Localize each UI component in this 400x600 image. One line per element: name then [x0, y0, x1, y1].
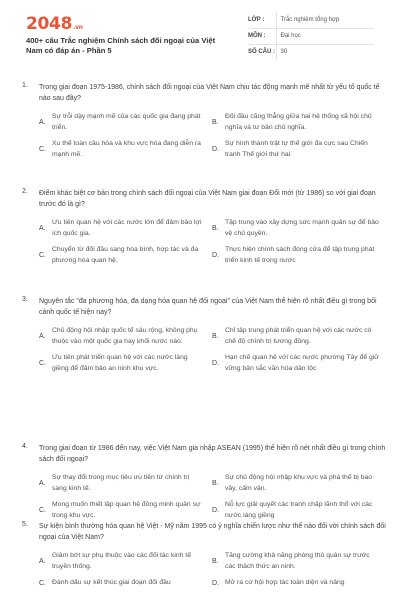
option-text: Sự trỗi dậy mạnh mẽ của các quốc gia đang phát triển.: [52, 113, 201, 131]
option-letter: B.: [212, 480, 219, 487]
option-letter: D.: [212, 579, 219, 587]
answer-option-a[interactable]: [39, 112, 212, 133]
answer-option-d[interactable]: [212, 500, 388, 521]
option-letter: C.: [39, 146, 46, 153]
option-text: Hạn chế quan hệ với các nước phương Tây để giữ vững bản sắc văn hóa dân tộc: [225, 354, 379, 372]
option-text: Sự hình thành trật tự thế giới đa cực sau Chiến tranh Thế giới thứ hai: [225, 140, 368, 158]
option-letter: A.: [39, 558, 46, 565]
option-text: Chuyển từ đối đầu sang hòa bình, hợp tác và đa phương hóa quan hệ.: [52, 246, 199, 264]
option-text: Sự thay đổi trong mục tiêu ưu tiên từ chính trị sang kinh tế.: [52, 474, 190, 492]
answer-option-a[interactable]: [39, 218, 212, 239]
option-text: Xu thế toàn cầu hóa và khu vực hóa đang diễn ra mạnh mẽ.: [52, 140, 201, 158]
question-number: 2.: [22, 188, 28, 195]
question-item: [0, 443, 400, 521]
option-letter: A.: [39, 119, 46, 126]
answer-option-b[interactable]: [212, 473, 388, 494]
option-letter: A.: [39, 480, 46, 487]
answer-option-c[interactable]: [39, 500, 212, 521]
option-text: Tập trung vào xây dựng sức mạnh quân sự để bảo vệ chủ quyền.: [225, 219, 379, 237]
option-letter: D.: [212, 252, 219, 259]
option-text: Chỉ tập trung phát triển quan hệ với các nước có chế độ chính trị tương đồng.: [225, 327, 372, 345]
answer-option-d[interactable]: [212, 353, 388, 374]
answer-options: [39, 326, 388, 374]
answer-option-c[interactable]: [39, 578, 212, 589]
answer-option-b[interactable]: [212, 551, 388, 572]
answer-option-c[interactable]: [39, 139, 212, 160]
option-text: Giảm bớt sự phụ thuộc vào các đối tác kinh tế truyền thống.: [52, 552, 191, 570]
answer-option-b[interactable]: [212, 326, 388, 347]
question-item: [0, 521, 400, 589]
option-letter: B.: [212, 333, 219, 340]
option-letter: B.: [212, 558, 219, 565]
meta-key: MÔN :: [248, 28, 276, 44]
option-letter: C.: [39, 360, 46, 367]
answer-options: [39, 551, 388, 589]
meta-value: Trắc nghiệm tổng hợp: [276, 12, 374, 28]
option-letter: B.: [212, 225, 219, 232]
document-header: [0, 0, 400, 76]
logo-tld: .vn: [73, 24, 83, 31]
option-text: Chủ động hội nhập quốc tế sâu rộng, không phụ thuộc vào một quốc gia hay khối nước nào.: [52, 327, 198, 345]
option-text: Ưu tiên phát triển quan hệ với các nước láng giềng để đảm bảo an ninh khu vực.: [52, 354, 188, 372]
answer-options: [39, 112, 388, 160]
option-text: Nỗ lực giải quyết các tranh chấp lãnh thổ với các nước láng giềng: [225, 501, 373, 519]
answer-option-b[interactable]: [212, 218, 388, 239]
meta-row-count: [248, 44, 374, 60]
question-number: 1.: [22, 82, 28, 89]
option-letter: C.: [39, 579, 46, 587]
meta-value: 30: [276, 44, 374, 60]
option-text: Tăng cường khả năng phòng thủ quân sự trước các thách thức an ninh.: [225, 552, 370, 570]
question-item: [0, 296, 400, 374]
meta-key: LỚP :: [248, 12, 276, 28]
answer-option-c[interactable]: [39, 245, 212, 266]
logo-text: 2048: [26, 14, 73, 34]
option-letter: D.: [212, 146, 219, 153]
question-number: 4.: [22, 443, 28, 450]
option-text: Ưu tiên quan hệ với các nước lớn để đảm bảo lợi ích quốc gia.: [52, 219, 202, 237]
question-text: Trong giai đoạn 1975-1986, chính sách đối ngoại của Việt Nam chịu tác động mạnh mẽ nhất từ yếu tố quốc tế nào sau đây?: [39, 84, 380, 102]
option-letter: D.: [212, 507, 219, 514]
question-number: 3.: [22, 296, 28, 303]
option-text: Mong muốn thiết lập quan hệ đồng minh quân sự trong khu vực.: [52, 501, 201, 519]
option-letter: B.: [212, 119, 219, 126]
question-text: Trong giai đoạn từ 1986 đến nay, việc Việt Nam gia nhập ASEAN (1995) thể hiện rõ nét nhất điều gì trong chính sách đối ngoại?: [39, 445, 386, 463]
option-text: Mở ra cơ hội hợp tác toàn diện và nâng: [225, 579, 345, 586]
option-letter: A.: [39, 225, 46, 232]
document-meta-table: [248, 12, 374, 60]
option-letter: C.: [39, 252, 46, 259]
question-number: 5.: [22, 521, 28, 528]
option-text: Sự chủ động hội nhập khu vực và phá thế bị bao vây, cấm vận.: [225, 474, 373, 492]
option-letter: D.: [212, 360, 219, 367]
option-letter: C.: [39, 507, 46, 514]
question-text: Sự kiện bình thường hóa quan hệ Việt - Mỹ năm 1995 có ý nghĩa chiến lược như thế nào đối với chính sách đối ngoại của Việt Nam?: [39, 523, 386, 541]
option-text: Đánh dấu sự kết thúc giai đoạn đối đầu: [52, 579, 171, 586]
answer-option-b[interactable]: [212, 112, 388, 133]
question-item: [0, 188, 400, 266]
meta-row-class: [248, 12, 374, 28]
question-text: Nguyên tắc "đa phương hóa, đa dạng hóa quan hệ đối ngoại" của Việt Nam thể hiện rõ nhất điều gì trong bối cảnh quốc tế hiện nay?: [39, 298, 377, 316]
answer-option-a[interactable]: [39, 326, 212, 347]
meta-key: SỐ CÂU :: [248, 49, 275, 56]
answer-option-d[interactable]: [212, 139, 388, 160]
answer-options: [39, 218, 388, 266]
option-text: Đối đầu căng thẳng giữa hai hệ thống xã hội chủ nghĩa và tư bản chủ nghĩa.: [225, 113, 372, 131]
answer-option-a[interactable]: [39, 473, 212, 494]
answer-option-d[interactable]: [212, 578, 388, 589]
question-text: Điểm khác biệt cơ bản trong chính sách đối ngoại của Việt Nam giai đoạn Đổi mới (từ 1986) so với giai đoạn trước đó là gì?: [39, 190, 376, 208]
option-text: Thực hiện chính sách đóng cửa để tập trung phát triển kinh tế trong nước: [225, 246, 375, 264]
answer-option-c[interactable]: [39, 353, 212, 374]
answer-option-a[interactable]: [39, 551, 212, 572]
meta-value: Đại học: [276, 28, 374, 44]
question-item: [0, 82, 400, 160]
option-letter: A.: [39, 333, 46, 340]
answer-option-d[interactable]: [212, 245, 388, 266]
meta-row-subject: [248, 28, 374, 44]
answer-options: [39, 473, 388, 521]
document-title: 400+ câu Trắc nghiệm Chính sách đối ngoại của Việt Nam có đáp án - Phần 5: [26, 36, 216, 55]
site-logo[interactable]: [26, 14, 83, 34]
